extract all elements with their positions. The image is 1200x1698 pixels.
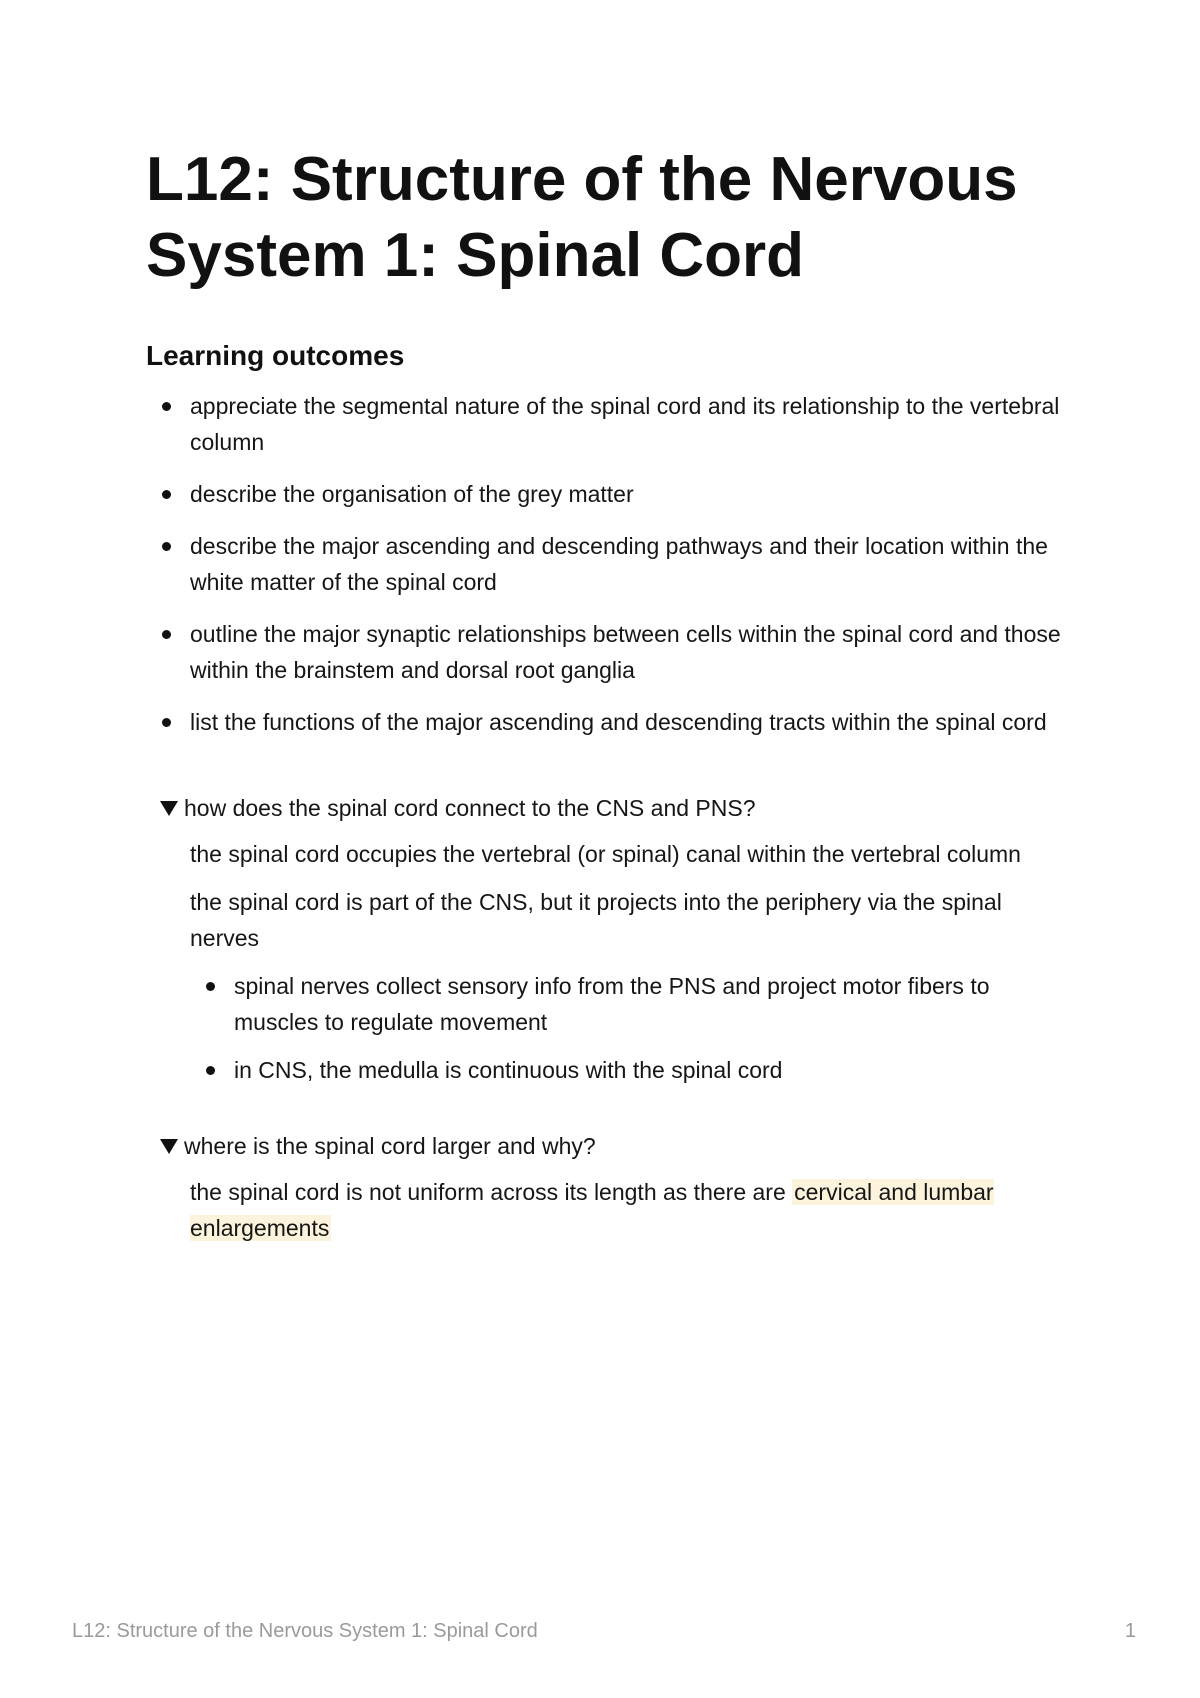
bullet-list <box>190 968 1060 1088</box>
paragraph-text: the spinal cord is not uniform across its length as there are <box>190 1179 793 1205</box>
list-item: in CNS, the medulla is continuous with the spinal cord <box>190 1052 1060 1088</box>
toggle-content <box>160 836 1060 1088</box>
toggle-content <box>160 1174 1060 1246</box>
paragraph: the spinal cord is part of the CNS, but it projects into the periphery via the spinal nerves <box>190 889 1002 951</box>
highlighted-text: cervical and lumbar enlargements <box>190 1179 994 1241</box>
toggle-cns-pns <box>160 790 1060 1100</box>
triangle-down-icon[interactable] <box>160 801 178 816</box>
paragraph: the spinal cord occupies the vertebral (or spinal) canal within the vertebral column <box>190 841 1021 867</box>
list-item: list the functions of the major ascending and descending tracts within the spinal cord <box>146 704 1066 740</box>
page-number: 1 <box>1124 1620 1136 1642</box>
learning-outcomes-list <box>146 388 1066 756</box>
toggle-header[interactable] <box>160 790 1060 826</box>
page-title: L12: Structure of the Nervous System 1: Spinal Cord <box>146 145 1018 290</box>
list-item: outline the major synaptic relationships between cells within the spinal cord and those within the brainstem and dorsal root ganglia <box>146 616 1066 688</box>
toggle-question: where is the spinal cord larger and why? <box>184 1133 596 1159</box>
list-item: describe the major ascending and descending pathways and their location within the white matter of the spinal cord <box>146 528 1066 600</box>
paragraph <box>190 1174 1060 1246</box>
list-item: spinal nerves collect sensory info from the PNS and project motor fibers to muscles to regulate movement <box>190 968 1060 1040</box>
toggle-header[interactable] <box>160 1128 1060 1164</box>
list-item: describe the organisation of the grey matter <box>146 476 1066 512</box>
toggle-enlargement <box>160 1128 1060 1258</box>
triangle-down-icon[interactable] <box>160 1139 178 1154</box>
learning-outcomes-heading: Learning outcomes <box>146 340 405 371</box>
toggle-question: how does the spinal cord connect to the CNS and PNS? <box>184 795 756 821</box>
footer-title: L12: Structure of the Nervous System 1: Spinal Cord <box>72 1620 538 1642</box>
list-item: appreciate the segmental nature of the spinal cord and its relationship to the vertebral column <box>146 388 1066 460</box>
